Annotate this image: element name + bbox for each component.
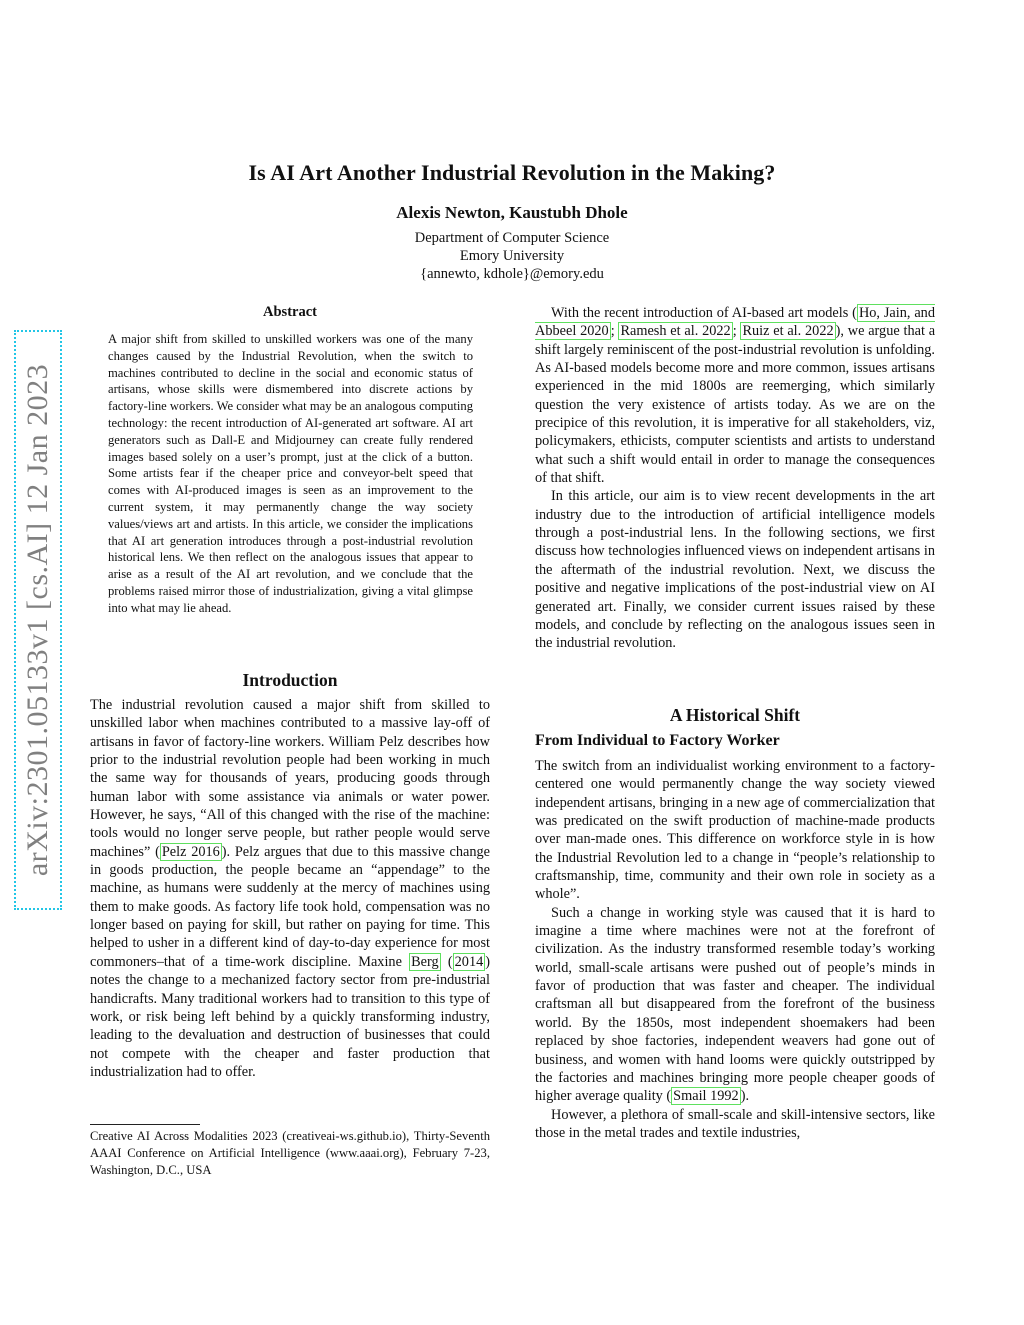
right-intro-paragraph-1 [535, 304, 935, 487]
citation-author: Ho, Jain, and Abbeel [535, 305, 935, 340]
citation-year: 2020 [580, 323, 609, 340]
introduction-heading: Introduction [242, 670, 338, 690]
historical-shift-paragraph-1: The switch from an individualist working environment to a factory-centered one would permanently change the way society viewed independent artisans, bringing in a new age of commercialization that was predicated on the swift production of machine-made products over man-made ones. This difference on workforce style in is how the Industrial Revolution led to a change in “people’s relationship to craftsmanship, time, community and their own role in society as a whole”. [535, 758, 935, 903]
department: Department of Computer Science [414, 230, 610, 246]
footnote-divider [90, 1124, 200, 1125]
subsection-heading: From Individual to Factory Worker [535, 732, 780, 749]
citation-author: Ruiz et al. [742, 323, 802, 340]
abstract-heading: Abstract [263, 304, 317, 320]
text-run: ). [740, 1088, 750, 1105]
footnote: Creative AI Across Modalities 2023 (creativeai-ws.github.io), Thirty-Seventh AAAI Conference on Artificial Intelligence (www.aaai.org), February 7-23, Washington, D.C., USA [90, 1129, 490, 1177]
citation-link-berg[interactable]: Berg [411, 953, 439, 970]
citation-year: 1992 [710, 1088, 739, 1105]
citation-link-ramesh[interactable] [618, 322, 732, 340]
text-run: ) notes the change to a mechanized factory sector from pre-industrial handicrafts. Many traditional workers had to transition to this type of work, or risk being left behind by a quickly transforming industry, leading to the devaluation and destruction of businesses that could not compete with the cheaper and faster production that industrialization had to offer. [90, 953, 490, 1080]
introduction-paragraph [90, 696, 490, 1081]
citation-link-berg-year[interactable]: 2014 [454, 953, 484, 970]
citation-author: Smail [673, 1088, 707, 1105]
introduction-body [90, 696, 490, 1081]
historical-shift-paragraph-3: However, a plethora of small-scale and skill-intensive sectors, like those in the metal trades and textile industries, [535, 1106, 935, 1141]
citation-link-ruiz[interactable] [740, 322, 835, 340]
text-run: ). Pelz argues that due to this massive change in goods production, the people became an “appendage” to the machine, as humans were suddenly at the mercy of machines using them to make goods. As factory life took hold, compensation was no longer based on paying for skill, but rather on paying for time. This helped to usher in a different kind of day-to-day experience for most commoners–that of a time-work discipline. Maxine [90, 843, 491, 970]
university: Emory University [459, 248, 565, 264]
right-intro-body [535, 304, 935, 653]
paper-authors: Alexis Newton, Kaustubh Dhole [396, 203, 628, 222]
abstract-text: A major shift from skilled to unskilled workers was one of the many changes caused by the Industrial Revolution, when the switch to machines contributed to decline in the social and economic status of artisans, whose skills were dismembered into discrete actions by factory-line workers. We consider what may be an analogous computing technology: the recent introduction of AI-generated art software. AI art generators such as Dall-E and Midjourney can create fully rendered images based solely on a user’s prompt, just at the click of a button. Some artists fear if the cheaper price and conveyor-belt speed that comes with AI-produced images is seen as an improvement to the current system, it may permanently change the way society values/views art and artists. In this article, we consider the implications that AI art generation introduces through a post-industrial revolution historical lens. We then reflect on the analogous issues that appear to arise as a result of the AI art revolution, and we conclude that the problems raised mirror those of industrialization, giving a vital glimpse into what may lie ahead. [108, 332, 473, 615]
text-run: With the recent introduction of AI-based art models ( [551, 305, 857, 321]
arxiv-stamp-text: arXiv:2301.05133v1 [cs.AI] 12 Jan 2023 [21, 363, 54, 877]
citation-year: 2022 [702, 323, 731, 340]
affiliation-block [0, 229, 1024, 283]
text-run: Such a change in working style was caused that it is hard to imagine a time where machines were not at the forefront of civilization. As the industry transformed resemble today’s working world, small-scale artisans were pushed out of people’s minds in favor of production that was faster and cheaper. The individual craftsman all but disappeared from the forefront of the business world. By the 1850s, most independent shoemakers had been replaced by shoe factories, independent weavers had gone out of business, and women with hand looms were quickly outstripped by the factories and machines bringing more people cheaper goods of higher average quality ( [535, 904, 935, 1105]
historical-shift-body [535, 757, 935, 1142]
text-run: ), we argue that a shift largely reminiscent of the post-industrial revolution is unfolding. As AI-based models become more and more common, issues artisans experienced in the mid 1800s are reemerging, which similarly question the very existence of artists today. As we are on the precipice of this revolution, it is imperative for all stakeholders, viz, policymakers, ethicists, computer scientists and artists to understand what such a shift would entail in order to manage the consequences of that shift. [535, 323, 936, 487]
historical-shift-heading: A Historical Shift [669, 705, 801, 725]
paper-title: Is AI Art Another Industrial Revolution in the Making? [248, 160, 776, 185]
right-intro-paragraph-2: In this article, our aim is to view recent developments in the art industry due to the introduction of artificial intelligence models through a post-industrial lens. In the following sections, we first discuss how technologies influenced views on independent artisans in the aftermath of the industrial revolution. Next, we discuss the positive and negative implications of the post-industrial view on AI generated art. Finally, we consider current issues raised by these models, and conclude by reflecting on the analogous issues seen in the industrial revolution. [535, 488, 935, 652]
citation-author: Ramesh et al. [620, 323, 699, 340]
text-run: ( [440, 953, 453, 970]
text-run: The industrial revolution caused a major shift from skilled to unskilled labor when machines contributed to a massive lay-off of artisans in favor of factory-line workers. William Pelz describes how prior to the industrial revolution people had been working in much the same way for thousands of years, producing goods through human labor with some assistance via animals or water power. However, he says, “All of this changed with the rise of the machine: tools would no longer serve people, but rather people would serve machines” ( [90, 697, 490, 860]
arxiv-identifier-link[interactable] [14, 330, 62, 910]
citation-year: 2022 [805, 323, 834, 340]
citation-author: Pelz [161, 843, 187, 860]
text-run: ; [610, 323, 619, 340]
author-emails: {annewto, kdhole}@emory.edu [420, 266, 604, 282]
citation-year: 2016 [191, 843, 220, 860]
text-run: ; [732, 323, 741, 340]
citation-link-pelz[interactable] [160, 843, 222, 861]
citation-link-smail[interactable] [671, 1087, 741, 1105]
historical-shift-paragraph-2 [535, 904, 935, 1106]
